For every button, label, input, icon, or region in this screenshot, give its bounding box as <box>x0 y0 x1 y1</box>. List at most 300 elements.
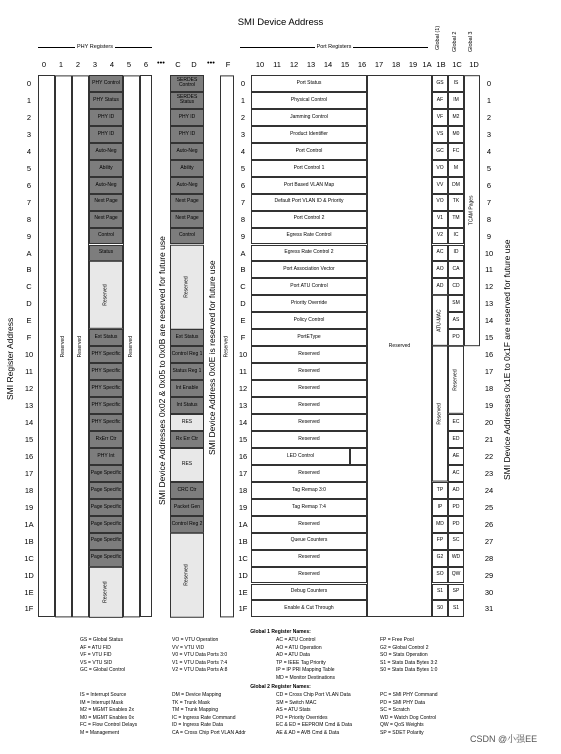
legend-entry: TP = IEEE Tag Priority <box>276 659 326 666</box>
global2-reg-cell: AC <box>448 465 464 482</box>
diagram-title: SMI Device Address <box>237 17 324 28</box>
col-port-19: 19 <box>408 60 418 69</box>
global2-label: Global 2 <box>452 31 458 53</box>
legend-entry: PC = SMI PHY Command <box>380 692 438 698</box>
smi-register-address-label: SMI Register Address <box>5 317 15 400</box>
serdes-reg-cell: PHY ID <box>170 126 204 143</box>
legend-entry: V2 = VTU Data Ports A:8 <box>172 667 228 674</box>
row-label-left: 0 <box>26 79 32 88</box>
legend-entry: MD = Monitor Destinations <box>276 675 336 681</box>
phy-reg-cell: Control <box>89 228 123 245</box>
serdes-reg-cell: SERDES Status <box>170 92 204 109</box>
phy-reg-cell: Page Specific <box>89 550 123 567</box>
port-reg-cell: Port Association Vector <box>251 261 367 278</box>
col-1B: 1B <box>436 60 446 69</box>
row-label-dec: 11 <box>485 265 493 275</box>
phy-reg-cell: Page Specific <box>89 516 123 533</box>
row-label-left: 14 <box>24 418 34 427</box>
row-label-port: 1D <box>238 570 248 580</box>
legend-entry: VF = VTU FID <box>80 652 112 659</box>
legend-entry: VO = VTU Operation <box>172 637 219 643</box>
serdes-reg-cell: Ext Status <box>170 329 204 346</box>
row-label-left: F <box>26 333 32 343</box>
row-label-port: 10 <box>238 350 248 360</box>
legend-entry: M0 = MGMT Enables 0x <box>80 714 134 721</box>
col-port-14: 14 <box>323 60 333 69</box>
row-label-port: 7 <box>240 197 246 207</box>
row-label-port: F <box>240 333 246 343</box>
global1-reg-cell: VO <box>432 160 448 177</box>
legend-entry: IS = Interrupt Source <box>80 692 127 698</box>
row-label-dec: 24 <box>484 485 494 495</box>
serdes-reg-cell: CRC Ctr <box>170 482 204 499</box>
serdes-reg-cell: Next Page <box>170 194 204 211</box>
row-label-port: 19 <box>238 502 248 512</box>
row-label-left: 15 <box>24 434 34 444</box>
global1-reg-cell: VS <box>432 126 448 143</box>
global1-reg-cell: S1 <box>432 584 448 601</box>
row-label-dec: 29 <box>484 570 494 580</box>
row-label-dec: 27 <box>484 536 494 546</box>
row-label-dec: 8 <box>486 214 492 224</box>
legend-entry: TK = Trunk Mask <box>172 699 210 706</box>
col-D: D <box>191 60 197 69</box>
global1-reg-cell: AO <box>432 261 448 278</box>
global1-reg-cell: ATU-MAC <box>432 295 448 346</box>
serdes-reg-cell: Status Reg 1 <box>170 363 204 380</box>
row-label-port: 18 <box>238 485 248 495</box>
global2-reg-cell: IC <box>448 228 464 245</box>
row-label-left: 2 <box>26 112 32 122</box>
legend-entry: WD = Watch Dog Control <box>380 714 437 721</box>
serdes-reg-cell: Int Status <box>170 397 204 414</box>
port-reg-cell: Port Control <box>251 143 367 160</box>
legend-entry: V1 = VTU Data Ports 7:4 <box>172 659 228 666</box>
row-label-left: E <box>26 316 32 326</box>
port-reg-cell: Reserved <box>251 516 367 533</box>
global3-label: Global 3 <box>468 31 474 53</box>
row-label-dec: 19 <box>484 401 494 411</box>
global2-reg-cell: PD <box>448 516 464 533</box>
global2-reg-cell: PD <box>448 499 464 516</box>
global2-reg-cell: CD <box>448 278 464 295</box>
global1-reg-cell: S0 <box>432 600 448 617</box>
reserved-col-5: Reserved <box>123 75 140 617</box>
row-label-port: 1F <box>238 604 248 614</box>
phy-reg-cell: Page Specific <box>89 465 123 482</box>
phy-reg-cell: Next Page <box>89 194 123 211</box>
row-label-left: 1A <box>24 519 34 529</box>
global1-reg-cell: AC <box>432 245 448 262</box>
port-registers-label: Port Registers <box>316 44 352 50</box>
global2-reg-cell: AE <box>448 448 464 465</box>
phy-reg-cell: PHY ID <box>89 109 123 126</box>
row-label-left: 7 <box>26 197 32 207</box>
row-label-dec: 31 <box>484 604 494 614</box>
row-label-dec: 22 <box>484 451 494 461</box>
global2-reg-cell: IS <box>448 75 464 92</box>
row-label-port: 17 <box>238 468 248 478</box>
port-reg-cell: Queue Counters <box>251 533 367 550</box>
col-dots-1: ••• <box>157 58 165 67</box>
phy-reg-cell: RxErr Ctr <box>89 431 123 448</box>
col-port-16: 16 <box>357 60 367 69</box>
legend-entry: FC = Flow Control Delays <box>80 722 138 729</box>
row-label-port: 4 <box>240 146 246 156</box>
port-reg-cell: Product Identifier <box>251 126 367 143</box>
phy-reg-cell: Reserved <box>89 567 123 618</box>
port-reg-cell: Jamming Control <box>251 109 367 126</box>
row-label-port: 13 <box>238 401 248 411</box>
legend-entry: PO = Priority Overrides <box>276 714 328 721</box>
global1-reg-cell: VF <box>432 109 448 126</box>
row-label-port: 1C <box>238 553 248 563</box>
global1-reg-cell: IP <box>432 499 448 516</box>
port-reg-cell: Reserved <box>251 414 367 431</box>
row-label-left: 6 <box>26 180 32 190</box>
serdes-reg-cell: Next Page <box>170 211 204 228</box>
legend-entry: ID = Ingress Rate Data <box>172 722 223 729</box>
row-label-left: 1F <box>24 604 34 614</box>
port-reg-cell: Port ATU Control <box>251 278 367 295</box>
global1-reg-cell: VV <box>432 177 448 194</box>
global2-reg-cell: QW <box>448 567 464 584</box>
serdes-reg-cell: RES <box>170 414 204 431</box>
row-label-dec: 13 <box>484 299 494 309</box>
phy-reg-cell: PHY Status <box>89 92 123 109</box>
global1-reg-cell: AD <box>432 278 448 295</box>
serdes-reg-cell: Auto-Neg <box>170 177 204 194</box>
row-label-dec: 12 <box>484 282 494 292</box>
col-port-18: 18 <box>391 60 401 69</box>
row-label-left: 12 <box>24 384 34 394</box>
phy-reg-cell: Page Specific <box>89 533 123 550</box>
legend-entry: CA = Cross Chip Port VLAN Addr <box>172 730 246 736</box>
col-C: C <box>175 60 181 69</box>
global2-reg-cell: CA <box>448 261 464 278</box>
col-port-17: 17 <box>374 60 384 69</box>
port-reg-cell: Reserved <box>251 346 367 363</box>
global1-reg-cell: MD <box>432 516 448 533</box>
global2-reg-cell: SM <box>448 295 464 312</box>
global2-reg-cell: WD <box>448 550 464 567</box>
reserved-col-0 <box>38 75 55 617</box>
row-label-port: 12 <box>238 384 248 394</box>
legend-entry: SO = Stats Operation <box>380 652 428 659</box>
col-port-15: 15 <box>340 60 350 69</box>
legend-entry: VV = VTU VID <box>172 644 205 651</box>
reserved-col-1: Reserved <box>55 75 72 617</box>
row-label-dec: 16 <box>484 350 494 360</box>
row-label-port: 3 <box>240 129 246 139</box>
col-phy-3: 3 <box>92 60 98 69</box>
watermark: CSDN @小强EE <box>470 734 538 744</box>
global2-reg-cell: ED <box>448 431 464 448</box>
legend-entry: AF = ATU FID <box>80 644 111 651</box>
global2-reg-cell: FC <box>448 143 464 160</box>
global1-reg-cell: G2 <box>432 550 448 567</box>
port-reg-cell: Default Port VLAN ID & Priority <box>251 194 367 211</box>
legend-entry: S1 = Stats Data Bytes 3:2 <box>380 659 438 666</box>
row-label-dec: 0 <box>486 79 492 88</box>
row-label-port: 1B <box>238 536 248 546</box>
port-reg-cell: Tag Remap 3:0 <box>251 482 367 499</box>
legend-entry: AS = ATU Stats <box>276 707 311 714</box>
row-label-left: A <box>26 248 32 258</box>
legend-entry: TM = Trunk Mapping <box>172 707 218 714</box>
row-label-port: 9 <box>240 231 246 241</box>
port-reg-cell: Reserved <box>251 567 367 584</box>
phy-reg-cell: Ability <box>89 160 123 177</box>
port-reg-cell: Debug Counters <box>251 584 367 601</box>
global2-reg-cell: IM <box>448 92 464 109</box>
port-reg-cell: LED Control <box>251 448 350 465</box>
port-reg-cell: Policy Control <box>251 312 367 329</box>
global1-reg-cell: TP <box>432 482 448 499</box>
row-label-dec: 14 <box>484 316 494 326</box>
legend-entry: SP = SDET Polarity <box>380 730 424 736</box>
legend-entry: DM = Device Mapping <box>172 692 222 698</box>
phy-reg-cell: PHY ID <box>89 126 123 143</box>
global1-reg-cell: SO <box>432 567 448 584</box>
global2-reg-cell: M0 <box>448 126 464 143</box>
row-label-port: 1A <box>238 519 248 529</box>
legend-entry: M2 = MGMT Enables 2x <box>80 707 134 714</box>
port-reg-cell: Reserved <box>251 550 367 567</box>
legend-entry: IC = Ingress Rate Command <box>172 714 236 721</box>
row-label-left: 1D <box>24 570 34 580</box>
row-label-dec: 7 <box>486 197 492 207</box>
serdes-reg-cell: Int Enable <box>170 380 204 397</box>
row-label-dec: 18 <box>484 384 494 394</box>
row-label-left: 17 <box>24 468 34 478</box>
row-label-left: 8 <box>26 214 32 224</box>
row-label-port: 11 <box>239 367 247 377</box>
serdes-reg-cell: Control <box>170 228 204 245</box>
legend-global1-title: Global 1 Register Names: <box>250 629 311 635</box>
global3-tcam-pages: TCAM Pages <box>464 75 480 346</box>
col-port-1A: 1A <box>422 60 432 69</box>
serdes-reg-cell: RES <box>170 448 204 482</box>
phy-reg-cell: PHY Control <box>89 75 123 92</box>
phy-registers-label: PHY Registers <box>77 44 113 50</box>
port-reg-cell: Enable & Cut Through <box>251 600 367 617</box>
col-phy-0: 0 <box>41 60 47 69</box>
reserved-col-6 <box>140 75 152 617</box>
row-label-dec: 28 <box>484 553 494 563</box>
phy-reg-cell: Auto-Neg <box>89 177 123 194</box>
serdes-reg-cell: Rx Err Ctr <box>170 431 204 448</box>
row-label-port: E <box>240 316 246 326</box>
row-label-port: A <box>240 248 246 258</box>
col-1D: 1D <box>469 60 479 69</box>
row-label-dec: 6 <box>486 180 492 190</box>
global1-reg-cell: VO <box>432 194 448 211</box>
row-label-left: 11 <box>25 367 33 377</box>
row-label-left: 1B <box>24 536 34 546</box>
port-reg-cell: Reserved <box>251 465 367 482</box>
port-reg-cell: Port Control 1 <box>251 160 367 177</box>
phy-reg-cell: Status <box>89 245 123 262</box>
col-port-12: 12 <box>289 60 299 69</box>
row-label-left: 1C <box>24 553 34 563</box>
phy-reg-cell: PHY Specific <box>89 414 123 431</box>
legend-entry: M = Management <box>80 730 120 736</box>
row-label-dec: 25 <box>484 502 494 512</box>
row-label-dec: 17 <box>484 367 494 377</box>
row-label-port: 5 <box>240 163 246 173</box>
legend-entry: V0 = VTU Data Ports 3:0 <box>172 652 228 659</box>
global2-reg-cell: SC <box>448 533 464 550</box>
legend-entry: AD = ATU Data <box>276 652 310 659</box>
col-port-10: 10 <box>255 60 265 69</box>
port-reg-cell: Port Status <box>251 75 367 92</box>
row-label-left: 18 <box>24 485 34 495</box>
reserved-col-F: Reserved <box>220 75 234 617</box>
legend-entry: IM = Interrupt Mask <box>80 699 124 706</box>
note-0e-reserved: SMI Device Address 0x0E is reserved for future use <box>207 260 217 455</box>
row-label-left: 1 <box>26 95 32 105</box>
legend-entry: AE & AD = AVB Cmd & Data <box>276 730 340 736</box>
serdes-reg-cell: Packet Gen <box>170 499 204 516</box>
global2-reg-cell: Reserved <box>448 346 464 414</box>
legend-entry: SC = Scratch <box>380 707 410 714</box>
legend-entry: FP = Free Pool <box>380 637 414 643</box>
col-phy-2: 2 <box>75 60 81 69</box>
legend-entry: GC = Global Control <box>80 667 126 674</box>
global1-reg-cell: GS <box>432 75 448 92</box>
row-label-left: C <box>26 282 32 292</box>
port-reg-cell: Reserved <box>251 397 367 414</box>
serdes-reg-cell: Auto-Neg <box>170 143 204 160</box>
col-phy-5: 5 <box>126 60 132 69</box>
global2-reg-cell: AS <box>448 312 464 329</box>
row-label-left: 10 <box>24 350 34 360</box>
global2-reg-cell: M <box>448 160 464 177</box>
phy-reg-cell: PHY Int <box>89 448 123 465</box>
row-label-port: 1E <box>238 587 248 597</box>
port-reg-cell: Port Control 2 <box>251 211 367 228</box>
legend-entry: CD = Cross Chip Port VLAN Data <box>276 692 351 698</box>
row-label-dec: 2 <box>486 112 492 122</box>
legend-entry: QW = QoS Weights <box>380 722 424 729</box>
col-1C: 1C <box>452 60 462 69</box>
legend-entry: SM = Switch MAC <box>276 699 317 706</box>
row-label-port: D <box>240 299 246 309</box>
legend-entry: VS = VTU SID <box>80 659 113 666</box>
global1-reg-cell: AF <box>432 92 448 109</box>
global2-reg-cell: S1 <box>448 600 464 617</box>
row-label-left: 3 <box>26 129 32 139</box>
phy-reg-cell: Next Page <box>89 211 123 228</box>
phy-reg-cell: PHY Specific <box>89 397 123 414</box>
legend-entry: GS = Global Status <box>80 637 123 643</box>
row-label-left: 5 <box>26 163 32 173</box>
global1-reg-cell: GC <box>432 143 448 160</box>
row-label-port: 14 <box>238 418 248 427</box>
col-phy-6: 6 <box>143 60 149 69</box>
global1-reg-cell: V2 <box>432 228 448 245</box>
legend-entry: EC & ED = EEPROM Cmd & Data <box>276 722 352 729</box>
row-label-left: 13 <box>24 401 34 411</box>
row-label-dec: 30 <box>484 587 494 597</box>
legend-entry: AC = ATU Control <box>276 637 316 643</box>
row-label-port: 2 <box>240 112 246 122</box>
serdes-reg-cell: Reserved <box>170 245 204 330</box>
reserved-col-2: Reserved <box>72 75 89 617</box>
port-reg-cell: PortEType <box>251 329 367 346</box>
port-reg-cell: Reserved <box>251 363 367 380</box>
phy-reg-cell: Page Specific <box>89 482 123 499</box>
global2-reg-cell: AD <box>448 482 464 499</box>
legend-entry: PD = SMI PHY Data <box>380 699 426 706</box>
global2-reg-cell: ID <box>448 245 464 262</box>
legend-entry: AO = ATU Operation <box>276 644 322 651</box>
note-phy-reserved: SMI Device Addresses 0x02 & 0x05 to 0x0B are reserved for future use <box>157 236 167 505</box>
global1-reg-cell: V1 <box>432 211 448 228</box>
global2-reg-cell: PO <box>448 329 464 346</box>
serdes-reg-cell: SERDES Control <box>170 75 204 92</box>
col-dots-2: ••• <box>207 58 215 67</box>
port-reg-cell: Tag Remap 7:4 <box>251 499 367 516</box>
row-label-port: C <box>240 282 246 292</box>
note-1e-reserved: SMI Device Addresses 0x1E to 0x1F are reserved for future use <box>502 239 512 480</box>
serdes-reg-cell: Ability <box>170 160 204 177</box>
phy-reg-cell: PHY Specific <box>89 380 123 397</box>
port-reg-cell: Priority Override <box>251 295 367 312</box>
port-reg-cell: Port Based VLAN Map <box>251 177 367 194</box>
port-reg-cell: Reserved <box>251 431 367 448</box>
row-label-left: 16 <box>24 451 34 461</box>
row-label-dec: 15 <box>484 333 494 343</box>
legend-entry: S0 = Stats Data Bytes 1:0 <box>380 667 438 674</box>
global2-reg-cell: EC <box>448 414 464 431</box>
phy-reg-cell: Reserved <box>89 261 123 329</box>
row-label-port: 1 <box>240 95 246 105</box>
port-reserved-block: Reserved <box>367 75 432 617</box>
legend-entry: G2 = Global Control 2 <box>380 644 429 651</box>
legend-global2-title: Global 2 Register Names: <box>250 684 311 690</box>
row-label-dec: 3 <box>486 129 492 139</box>
row-label-left: 19 <box>24 502 34 512</box>
col-phy-1: 1 <box>58 60 64 69</box>
row-label-dec: 9 <box>486 231 492 241</box>
global2-reg-cell: TK <box>448 194 464 211</box>
row-label-port: 8 <box>240 214 246 224</box>
row-label-dec: 5 <box>486 163 492 173</box>
legend-entry: IP = IP PRI Mapping Table <box>276 667 335 674</box>
row-label-port: 15 <box>238 434 248 444</box>
col-port-11: 11 <box>273 60 281 69</box>
row-label-dec: 20 <box>484 418 494 427</box>
row-label-left: 9 <box>26 231 32 241</box>
port-reg-cell: Physical Control <box>251 92 367 109</box>
global2-reg-cell: TM <box>448 211 464 228</box>
port-reg-cell: Egress Rate Control <box>251 228 367 245</box>
global1-reg-cell: Reserved <box>432 346 448 482</box>
row-label-dec: 26 <box>484 519 494 529</box>
port-reg-cell: Reserved <box>251 380 367 397</box>
row-label-dec: 10 <box>484 248 494 258</box>
row-label-port: B <box>240 265 246 275</box>
serdes-reg-cell: Reserved <box>170 533 204 618</box>
phy-reg-cell: PHY Specific <box>89 363 123 380</box>
row-label-left: B <box>26 265 32 275</box>
port-reg-cell: Egress Rate Control 2 <box>251 245 367 262</box>
col-port-13: 13 <box>306 60 316 69</box>
serdes-reg-cell: Control Reg 2 <box>170 516 204 533</box>
row-label-dec: 4 <box>486 146 492 156</box>
